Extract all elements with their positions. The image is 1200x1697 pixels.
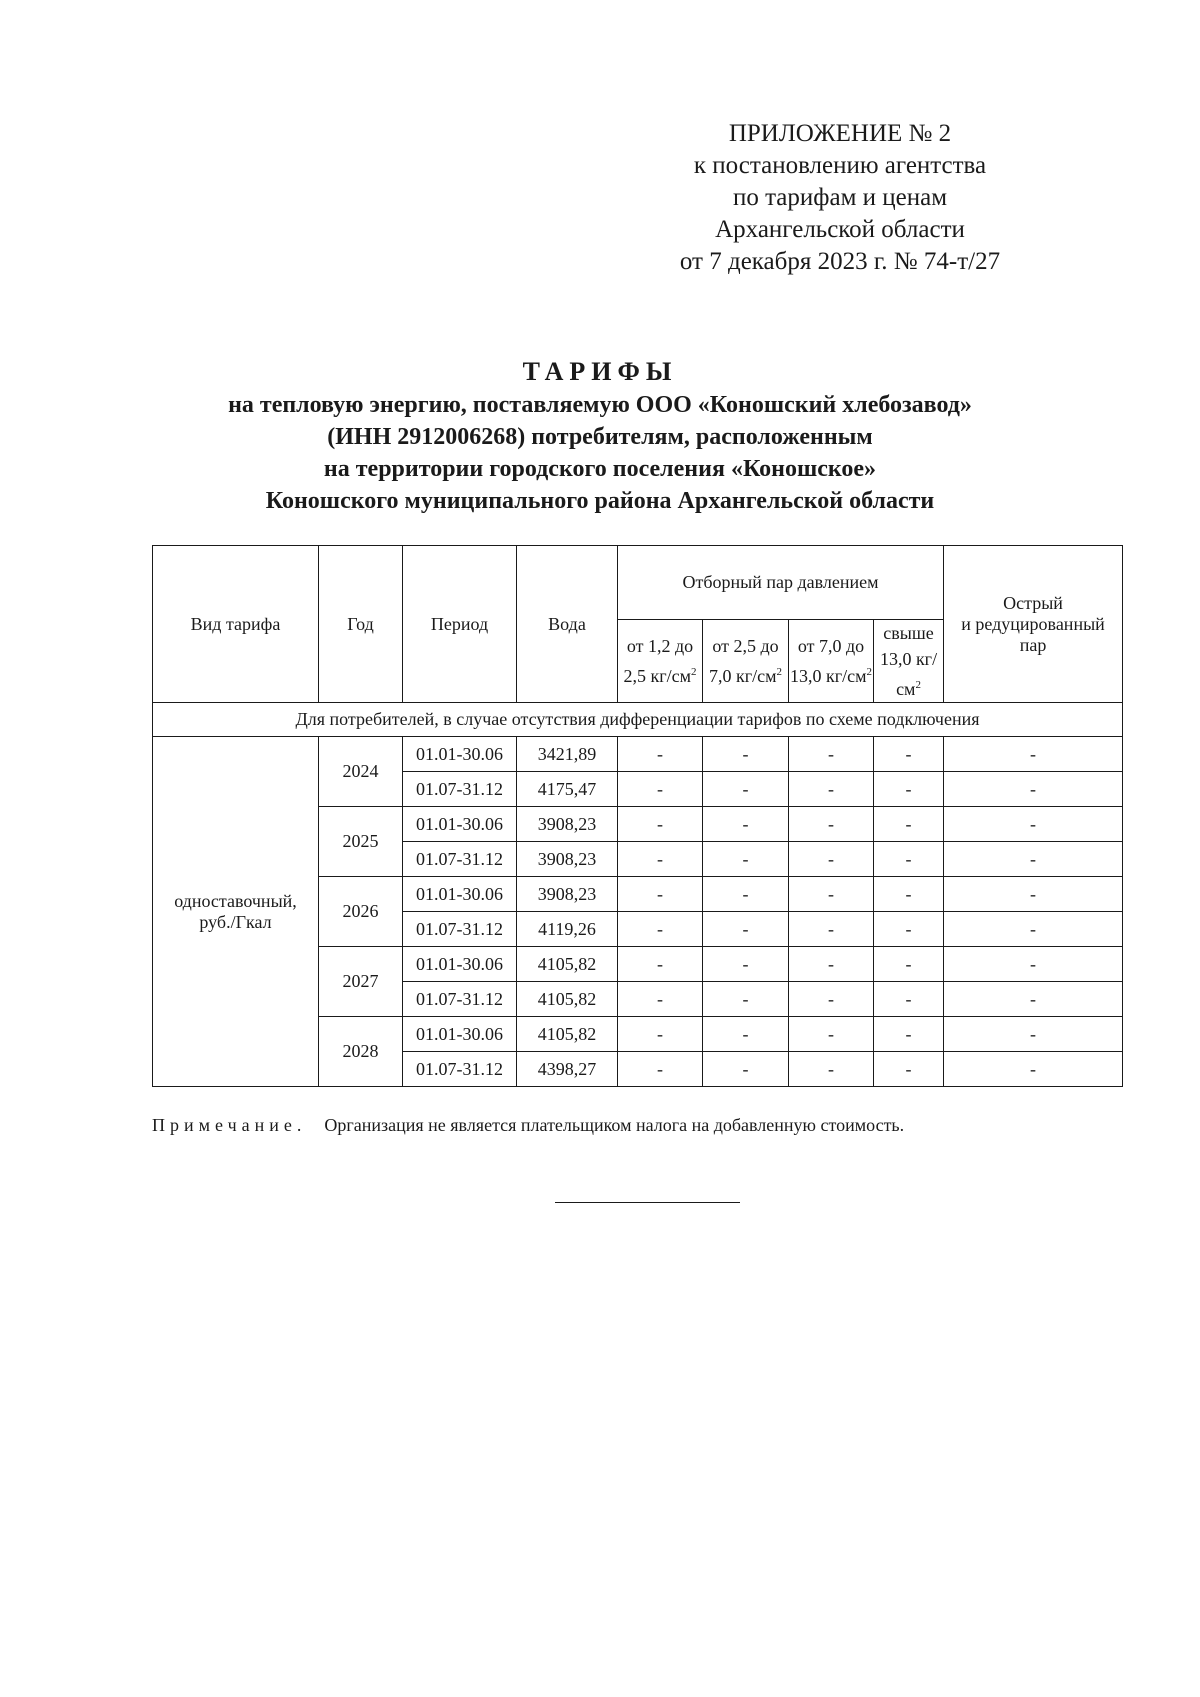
cell-sharp-steam: - bbox=[944, 1052, 1123, 1087]
cell-steam: - bbox=[789, 807, 874, 842]
cell-water: 4175,47 bbox=[517, 772, 618, 807]
note-label: Примечание. bbox=[152, 1115, 307, 1135]
header-steam-4 bbox=[874, 620, 944, 703]
header-year: Год bbox=[319, 546, 403, 703]
cell-period: 01.07-31.12 bbox=[403, 912, 517, 947]
cell-steam: - bbox=[703, 772, 789, 807]
unit-text: кг/см bbox=[896, 649, 938, 699]
header-steam-line: свыше bbox=[883, 623, 934, 643]
cell-steam: - bbox=[874, 807, 944, 842]
unit-text: кг/см bbox=[735, 666, 777, 686]
appendix-line: по тарифам и ценам bbox=[732, 184, 948, 211]
cell-water: 3908,23 bbox=[517, 842, 618, 877]
cell-steam: - bbox=[618, 807, 703, 842]
header-tariff-type: Вид тарифа bbox=[153, 546, 319, 703]
cell-steam: - bbox=[789, 842, 874, 877]
cell-steam: - bbox=[789, 912, 874, 947]
appendix-header bbox=[640, 118, 1040, 278]
cell-steam: - bbox=[874, 772, 944, 807]
cell-period: 01.01-30.06 bbox=[403, 807, 517, 842]
unit-sup: 2 bbox=[776, 666, 782, 678]
header-steam-group: Отборный пар давлением bbox=[618, 546, 944, 620]
title-line: Коношского муниципального района Архангельской области bbox=[265, 488, 935, 514]
header-sharp-steam bbox=[944, 546, 1123, 703]
cell-steam: - bbox=[703, 877, 789, 912]
cell-steam: - bbox=[874, 982, 944, 1017]
cell-period: 01.01-30.06 bbox=[403, 947, 517, 982]
cell-sharp-steam: - bbox=[944, 737, 1123, 772]
tariff-body bbox=[153, 703, 1123, 1087]
cell-water: 4105,82 bbox=[517, 982, 618, 1017]
cell-steam: - bbox=[874, 842, 944, 877]
cell-sharp-steam: - bbox=[944, 772, 1123, 807]
cell-water: 4398,27 bbox=[517, 1052, 618, 1087]
cell-steam: - bbox=[874, 737, 944, 772]
cell-year: 2028 bbox=[319, 1017, 403, 1087]
cell-steam: - bbox=[874, 912, 944, 947]
cell-year: 2027 bbox=[319, 947, 403, 1017]
cell-steam: - bbox=[789, 947, 874, 982]
cell-steam: - bbox=[789, 1052, 874, 1087]
unit-text: кг/см bbox=[650, 666, 691, 686]
cell-sharp-steam: - bbox=[944, 807, 1123, 842]
note bbox=[152, 1115, 1152, 1136]
cell-steam: - bbox=[703, 912, 789, 947]
cell-steam: - bbox=[789, 1017, 874, 1052]
appendix-line: Архангельской области bbox=[715, 216, 965, 243]
separator-line bbox=[555, 1202, 740, 1203]
cell-steam: - bbox=[789, 772, 874, 807]
cell-period: 01.01-30.06 bbox=[403, 1017, 517, 1052]
unit-text: кг/см bbox=[825, 666, 867, 686]
cell-steam: - bbox=[618, 1052, 703, 1087]
cell-steam: - bbox=[703, 737, 789, 772]
cell-steam: - bbox=[618, 737, 703, 772]
cell-steam: - bbox=[789, 982, 874, 1017]
cell-steam: - bbox=[703, 947, 789, 982]
cell-steam: - bbox=[874, 1017, 944, 1052]
cell-tariff-type bbox=[153, 737, 319, 1087]
cell-steam: - bbox=[789, 877, 874, 912]
cell-period: 01.07-31.12 bbox=[403, 982, 517, 1017]
cell-steam: - bbox=[703, 1052, 789, 1087]
cell-year: 2025 bbox=[319, 807, 403, 877]
header-steam-2 bbox=[703, 620, 789, 703]
cell-steam: - bbox=[618, 982, 703, 1017]
cell-steam: - bbox=[874, 877, 944, 912]
title-line: (ИНН 2912006268) потребителям, расположенным bbox=[327, 424, 873, 450]
cell-period: 01.01-30.06 bbox=[403, 877, 517, 912]
cell-sharp-steam: - bbox=[944, 982, 1123, 1017]
cell-steam: - bbox=[618, 1017, 703, 1052]
unit-sup: 2 bbox=[915, 679, 921, 691]
cell-steam: - bbox=[874, 947, 944, 982]
cell-period: 01.07-31.12 bbox=[403, 772, 517, 807]
cell-steam: - bbox=[703, 807, 789, 842]
cell-steam: - bbox=[703, 842, 789, 877]
header-steam-line: до 13,0 bbox=[789, 636, 865, 686]
cell-steam: - bbox=[618, 772, 703, 807]
cell-steam: - bbox=[618, 877, 703, 912]
cell-steam: - bbox=[618, 912, 703, 947]
table-row bbox=[153, 737, 1123, 772]
header-steam-line: от 1,2 bbox=[626, 636, 671, 656]
appendix-date: от 7 декабря 2023 г. № 74-т/27 bbox=[679, 248, 1001, 275]
cell-period: 01.07-31.12 bbox=[403, 842, 517, 877]
cell-sharp-steam: - bbox=[944, 877, 1123, 912]
cell-steam: - bbox=[618, 947, 703, 982]
header-sharp-line: Острый bbox=[1003, 592, 1063, 613]
band-caption: Для потребителей, в случае отсутствия дифференциации тарифов по схеме подключения bbox=[153, 703, 1123, 737]
header-unit bbox=[650, 666, 696, 686]
band-row bbox=[153, 703, 1123, 737]
unit-sup: 2 bbox=[691, 666, 697, 678]
cell-sharp-steam: - bbox=[944, 947, 1123, 982]
cell-sharp-steam: - bbox=[944, 1017, 1123, 1052]
cell-period: 01.07-31.12 bbox=[403, 1052, 517, 1087]
header-steam-line: 13,0 bbox=[879, 649, 912, 669]
appendix-number: ПРИЛОЖЕНИЕ № 2 bbox=[728, 120, 952, 147]
cell-year: 2026 bbox=[319, 877, 403, 947]
cell-water: 3908,23 bbox=[517, 877, 618, 912]
cell-sharp-steam: - bbox=[944, 912, 1123, 947]
cell-sharp-steam: - bbox=[944, 842, 1123, 877]
header-unit bbox=[736, 666, 782, 686]
unit-sup: 2 bbox=[866, 666, 872, 678]
header-unit bbox=[826, 666, 872, 686]
tariff-table bbox=[152, 545, 1123, 1087]
header-water: Вода bbox=[517, 546, 618, 703]
header-steam-3 bbox=[789, 620, 874, 703]
header-steam-line: до 2,5 bbox=[623, 636, 694, 686]
cell-steam: - bbox=[703, 1017, 789, 1052]
tariff-type-line: одноставочный, bbox=[174, 890, 297, 911]
tariff-type-unit: руб./Гкал bbox=[199, 911, 272, 932]
cell-water: 4105,82 bbox=[517, 1017, 618, 1052]
header-sharp-line: и редуцированный bbox=[961, 613, 1105, 634]
cell-year: 2024 bbox=[319, 737, 403, 807]
document-title bbox=[140, 355, 1060, 517]
header-steam-1 bbox=[618, 620, 703, 703]
cell-steam: - bbox=[618, 842, 703, 877]
note-text: Организация не является плательщиком налога на добавленную стоимость. bbox=[324, 1115, 905, 1135]
cell-water: 3421,89 bbox=[517, 737, 618, 772]
cell-steam: - bbox=[789, 737, 874, 772]
cell-period: 01.01-30.06 bbox=[403, 737, 517, 772]
appendix-line: к постановлению агентства bbox=[693, 152, 987, 179]
cell-water: 4105,82 bbox=[517, 947, 618, 982]
title-line: на тепловую энергию, поставляемую ООО «Коношский хлебозавод» bbox=[228, 392, 972, 418]
cell-water: 3908,23 bbox=[517, 807, 618, 842]
header-steam-line: от 7,0 bbox=[797, 636, 842, 656]
title-main: ТАРИФЫ bbox=[522, 357, 678, 386]
header-sharp-line: пар bbox=[1019, 634, 1047, 655]
cell-steam: - bbox=[703, 982, 789, 1017]
header-steam-line: от 2,5 bbox=[712, 636, 756, 656]
cell-water: 4119,26 bbox=[517, 912, 618, 947]
cell-steam: - bbox=[874, 1052, 944, 1087]
title-line: на территории городского поселения «Коношское» bbox=[323, 456, 877, 482]
header-period: Период bbox=[403, 546, 517, 703]
header-steam-line: до 7,0 bbox=[708, 636, 779, 686]
